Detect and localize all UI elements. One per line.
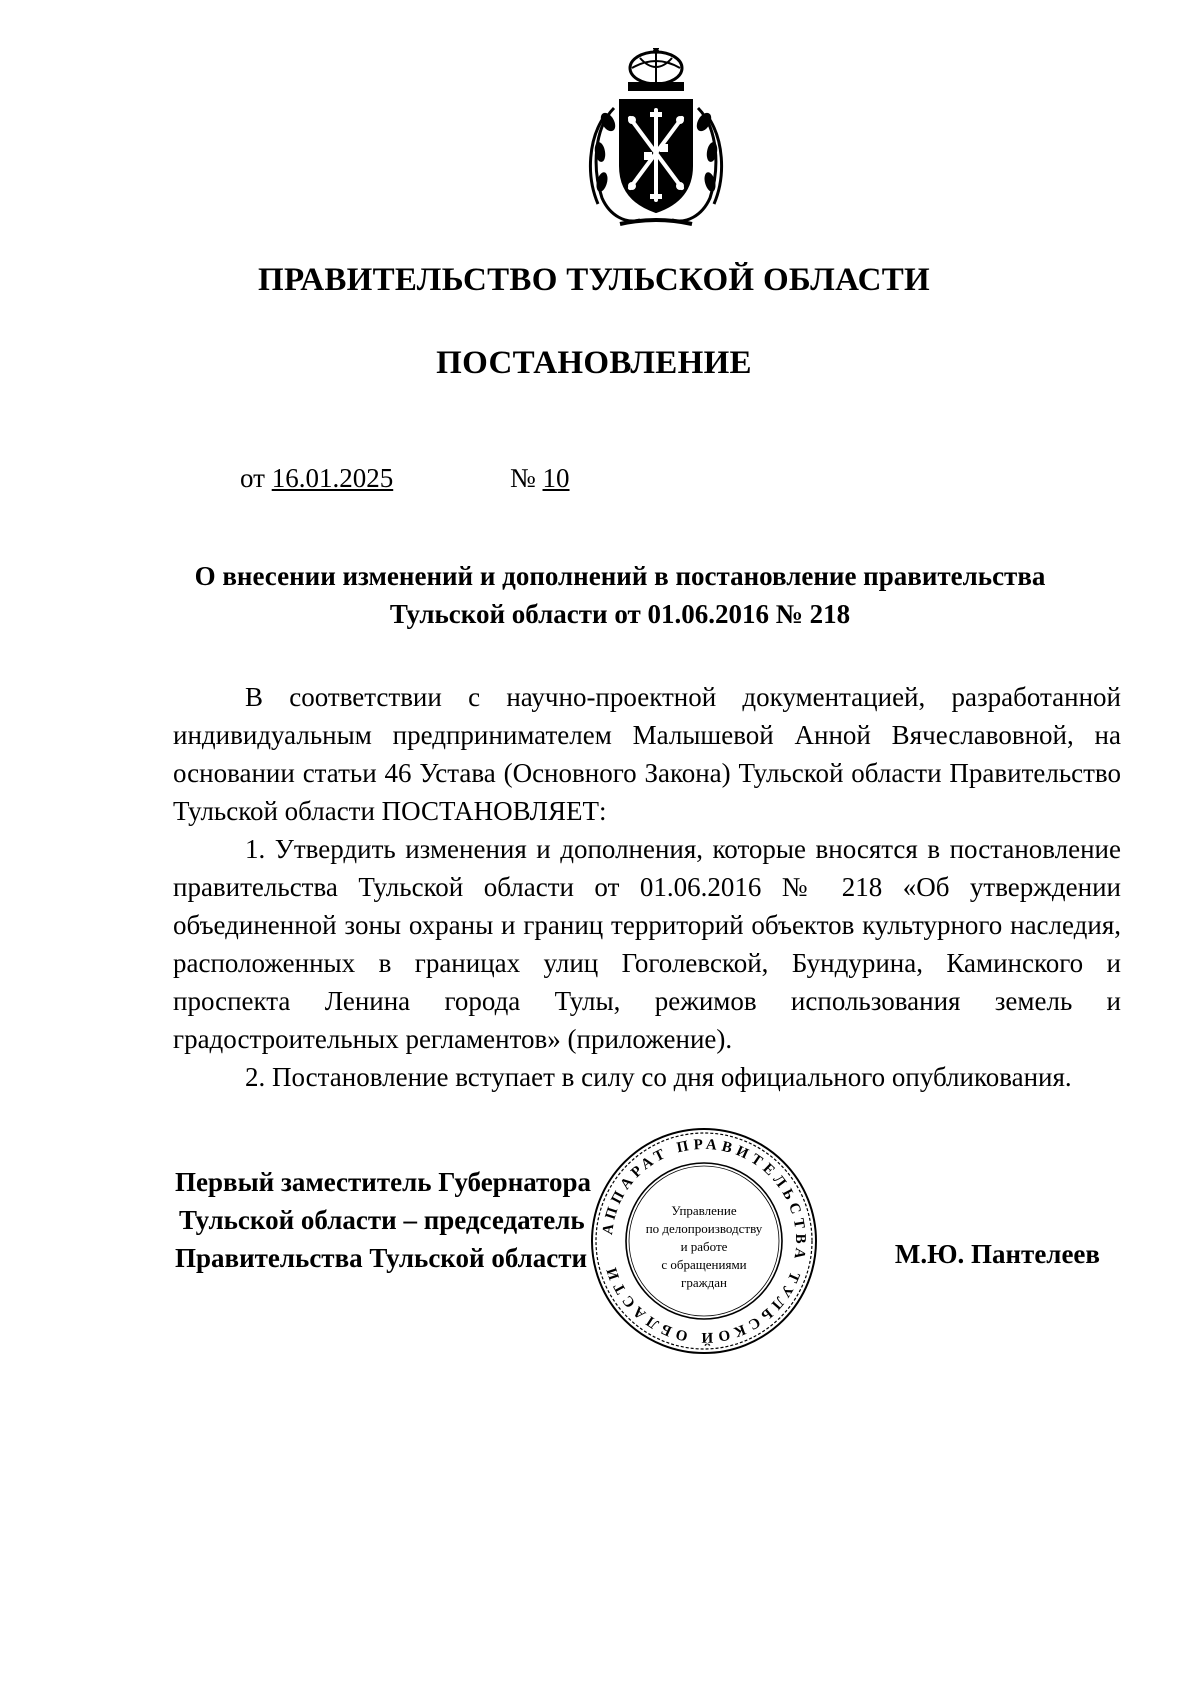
position-line: Первый заместитель Губернатора	[175, 1167, 591, 1197]
seal-center-line: граждан	[681, 1275, 727, 1290]
document-subject	[150, 557, 1090, 633]
number-prefix: №	[510, 463, 536, 493]
preamble-paragraph: В соответствии с научно-проектной документацией, разработанной индивидуальным предпринимателем Малышевой Анной Вячеславовной, на основании статьи 46 Устава (Основного Закона) Тульской области Правительство Тульской области ПОСТАНОВЛЯЕТ:	[173, 682, 1121, 826]
subject-line: Тульской области от 01.06.2016 № 218	[389, 599, 851, 629]
seal-center-line: по делопроизводству	[645, 1221, 763, 1236]
item-2-paragraph: 2. Постановление вступает в силу со дня официального опубликования.	[245, 1062, 1072, 1092]
seal-center-line: Управление	[671, 1203, 737, 1218]
document-body	[173, 678, 1121, 1096]
crown-icon	[628, 48, 684, 91]
shield-icon	[620, 100, 692, 212]
seal-center-line: с обращениями	[661, 1257, 747, 1272]
seal-ring-text: АППАРАТ ПРАВИТЕЛЬСТВА ТУЛЬСКОЙ ОБЛАСТИ	[599, 1136, 809, 1346]
subject-line: О внесении изменений и дополнений в постановление правительства	[194, 561, 1046, 591]
item-1-paragraph: 1. Утвердить изменения и дополнения, которые вносятся в постановление правительства Тульской области от 01.06.2016 № 218 «Об утверждении объединенной зоны охраны и границ территорий объектов культурного наследия, расположенных в границах улиц Гоголевской, Бундурина, Каминского и проспекта Ленина города Тулы, режимов использования земель и градостроительных регламентов» (приложение).	[173, 834, 1121, 1054]
coat-of-arms-icon	[580, 48, 732, 230]
organization-title: ПРАВИТЕЛЬСТВО ТУЛЬСКОЙ ОБЛАСТИ	[258, 262, 930, 298]
document-type: ПОСТАНОВЛЕНИЕ	[436, 345, 752, 381]
date-prefix: от	[240, 463, 265, 493]
document-date	[240, 463, 393, 494]
position-line: Правительства Тульской области	[175, 1243, 588, 1273]
date-value: 16.01.2025	[271, 463, 394, 493]
signatory-position	[175, 1163, 591, 1277]
number-value: 10	[542, 463, 570, 493]
document-number	[510, 463, 570, 494]
official-seal-icon	[588, 1125, 820, 1357]
seal-center-line: и работе	[680, 1239, 728, 1254]
signatory-name: М.Ю. Пантелеев	[894, 1239, 1100, 1269]
position-line: Тульской области – председатель	[179, 1205, 585, 1235]
